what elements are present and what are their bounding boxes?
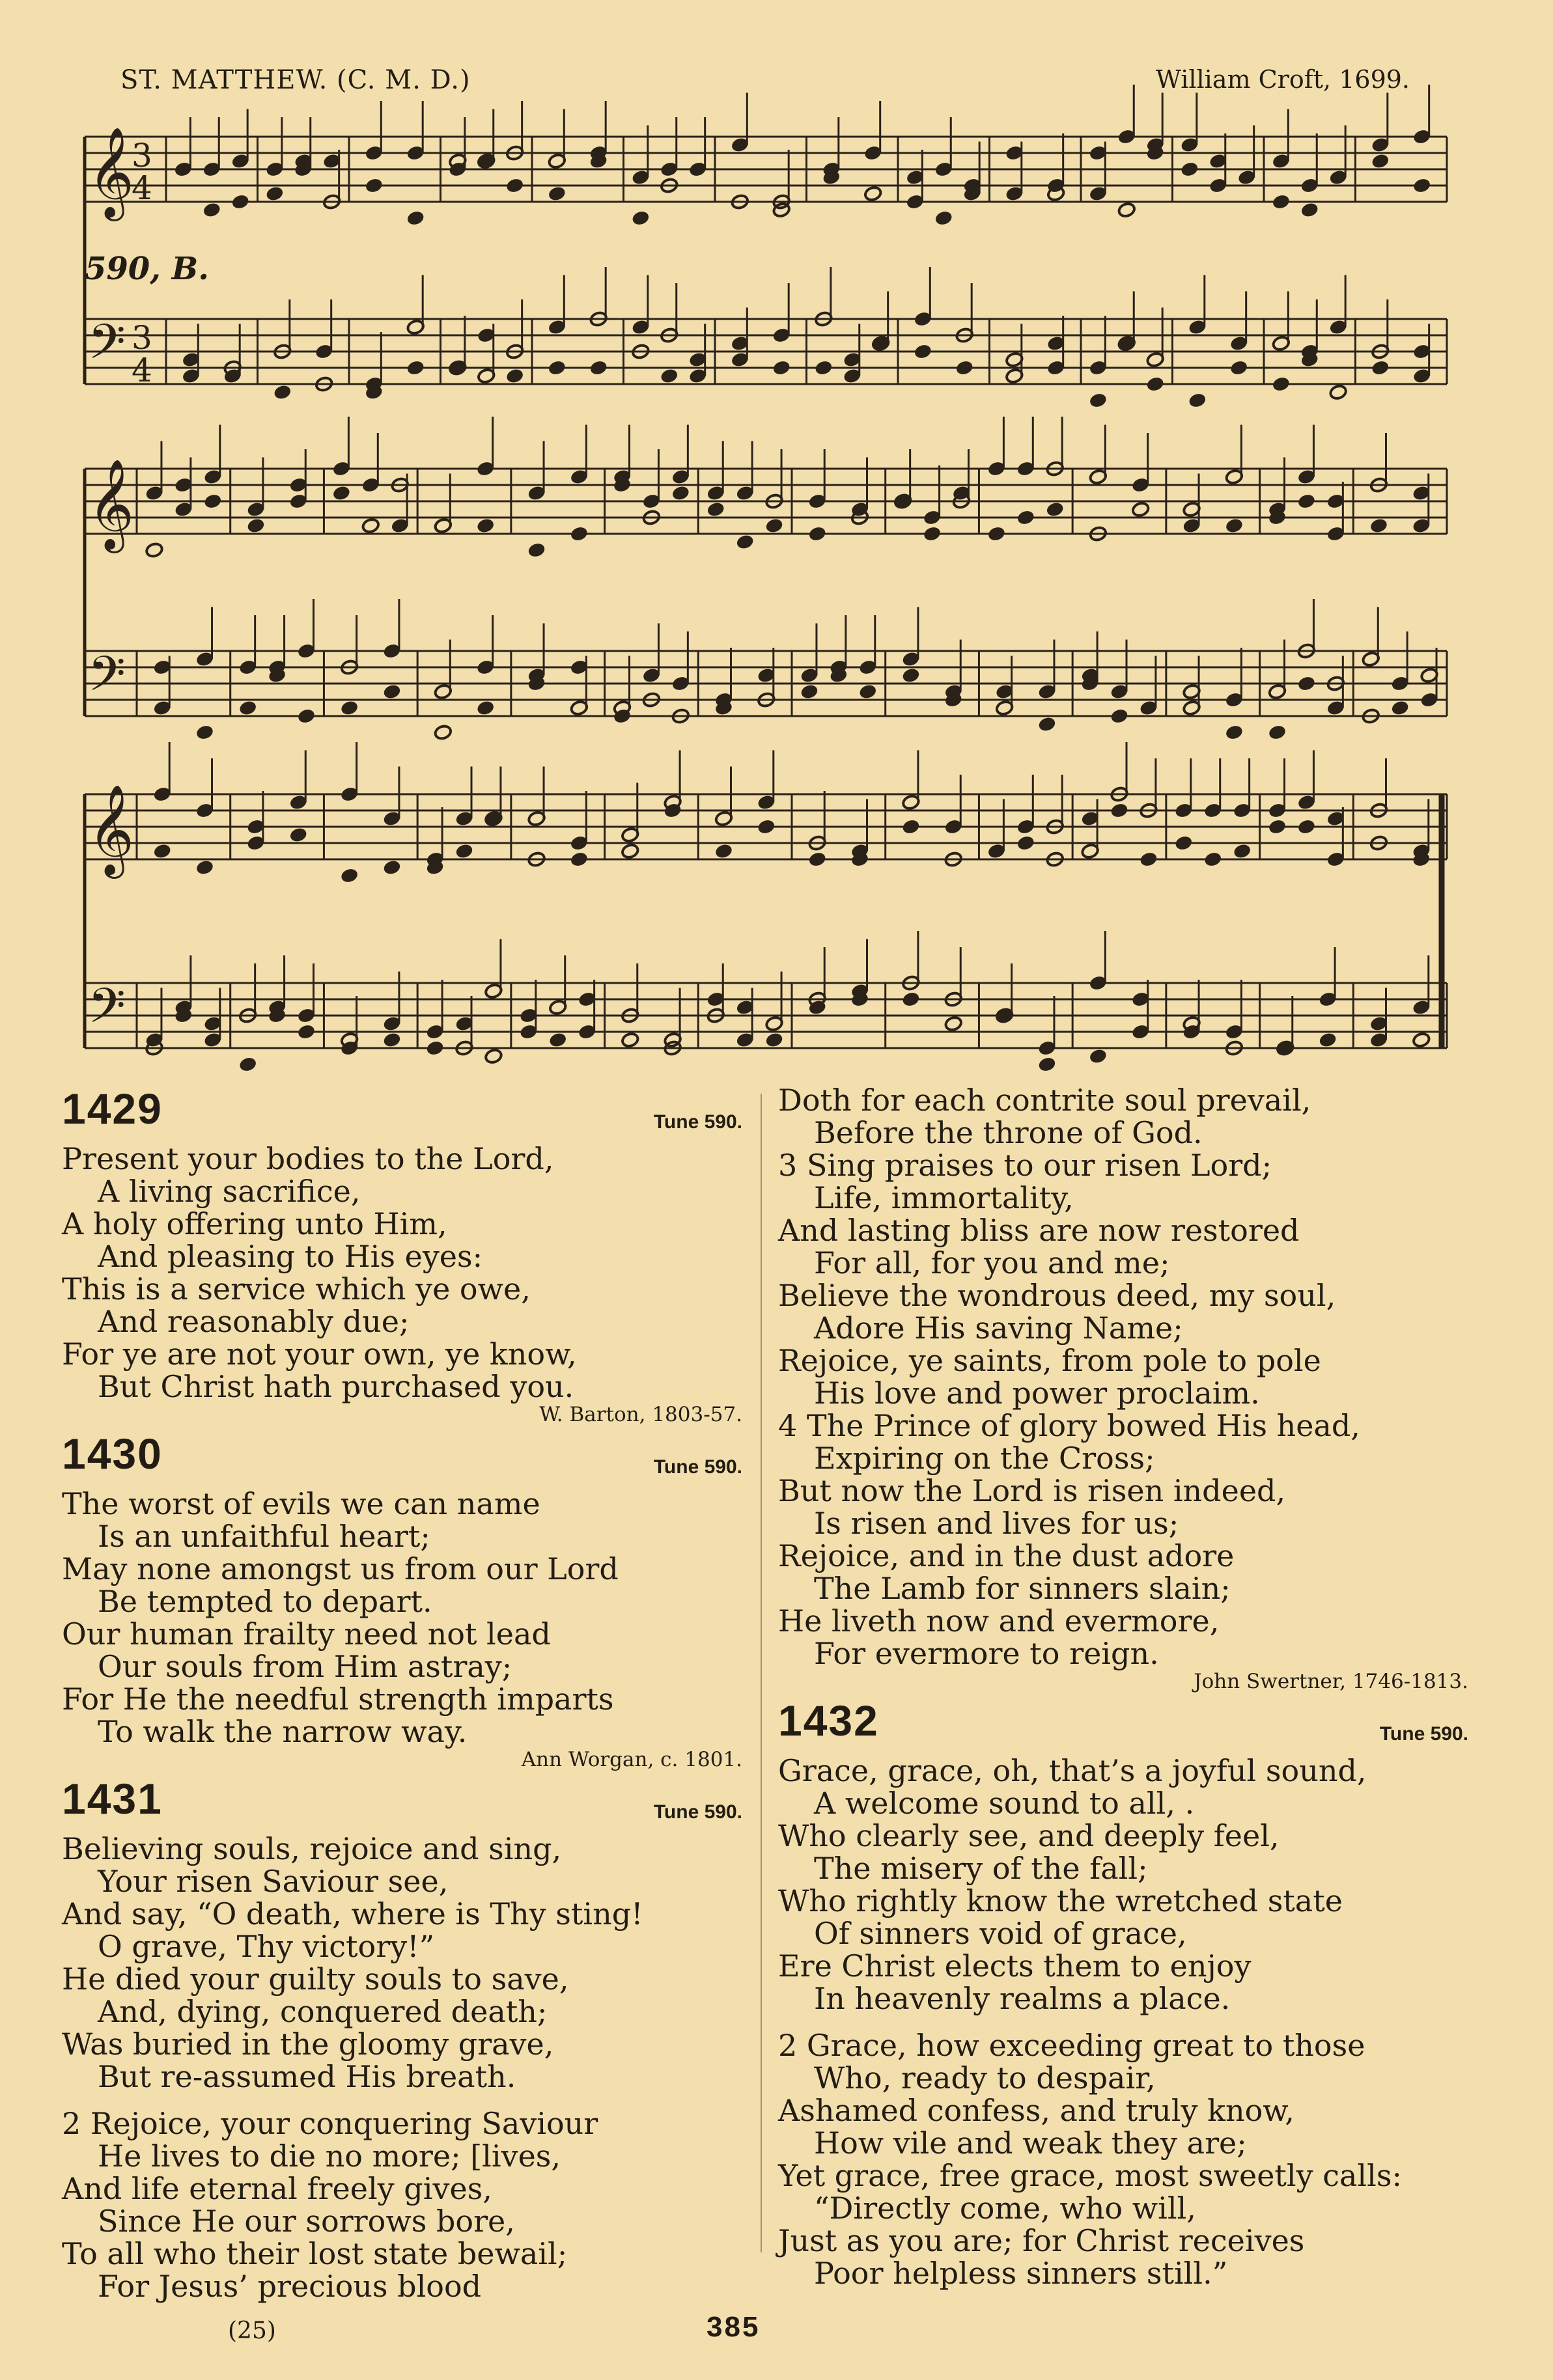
note-head (914, 343, 932, 359)
note-head (1174, 835, 1193, 851)
hymn-line: He died your guilty souls to save, (62, 1961, 569, 1997)
tune-number: 590, B. (85, 251, 209, 287)
page-number: 385 (707, 2311, 761, 2343)
hymn-line: Our human frailty need not lead (62, 1616, 551, 1652)
note-head (1369, 518, 1388, 534)
hymn-number: 1432 (778, 1696, 879, 1745)
hymn-number: 1430 (62, 1430, 163, 1478)
hymn-line: Since He our sorrows bore, (98, 2204, 515, 2239)
note-head (1131, 501, 1150, 518)
hymn-line: But Christ hath purchased you. (98, 1369, 574, 1404)
note-head (1203, 851, 1222, 867)
time-signature: 4 (132, 169, 152, 207)
note-head (736, 534, 755, 550)
note-head (714, 843, 733, 859)
note-head (505, 368, 524, 384)
note-head (1110, 708, 1129, 724)
time-signature: 4 (132, 352, 152, 389)
note-head (1233, 843, 1252, 859)
note-head (934, 210, 953, 226)
column-divider (761, 1094, 762, 2252)
hymn-line: A holy offering unto Him, (62, 1206, 447, 1241)
note-head (1371, 153, 1390, 169)
note-head (1188, 392, 1207, 408)
note-head (406, 210, 425, 226)
note-head (1297, 493, 1316, 509)
note-head (923, 525, 942, 542)
hymn-line: Your risen Saviour see, (98, 1864, 449, 1899)
hymn-line: Ashamed confess, and truly know, (778, 2093, 1294, 2128)
note-head (297, 1023, 316, 1040)
clefs (88, 127, 152, 1046)
hymn-line: Life, immortality, (814, 1180, 1074, 1215)
tune-name: ST. MATTHEW. (C. M. D.) (120, 65, 471, 95)
note-head (1016, 835, 1035, 851)
hymn-author: John Swertner, 1746-1813. (1194, 1670, 1468, 1693)
hymn-line: Ere Christ elects them to enjoy (778, 1948, 1252, 1984)
hymn-line: Before the throne of God. (814, 1115, 1203, 1150)
note-head (808, 851, 827, 867)
stanza-gap (62, 2093, 742, 2107)
hymn-line: Grace, grace, oh, that’s a joyful sound, (778, 1753, 1367, 1788)
hymn-line: He liveth now and evermore, (778, 1603, 1220, 1639)
hymn-line: Rejoice, ye saints, from pole to pole (778, 1343, 1321, 1378)
note-head (195, 724, 214, 740)
note-head (1319, 1032, 1337, 1048)
note-head (484, 1048, 503, 1064)
note-head (944, 1016, 963, 1032)
hymn-number: 1429 (62, 1085, 163, 1133)
note-head (1229, 359, 1248, 376)
note-head (1225, 518, 1244, 534)
hymn-line: “Directly come, who will, (814, 2191, 1196, 2226)
hymn-line: Believing souls, rejoice and sing, (62, 1831, 562, 1866)
hymn-header (62, 1084, 742, 1142)
hymn-line: 4 The Prince of glory bowed His head, (778, 1408, 1360, 1443)
note-head (434, 724, 453, 740)
note-head (1391, 700, 1410, 716)
hymn-line: Was buried in the gloomy grave, (62, 2027, 554, 2062)
hymn-line: Adore His saving Name; (814, 1310, 1183, 1346)
hymn-line: Yet grace, free grace, most sweetly calls: (778, 2158, 1402, 2193)
note-head (548, 1032, 567, 1048)
note-head (548, 359, 567, 376)
hymn-line: Who, ready to despair, (814, 2060, 1156, 2096)
note-head (1117, 202, 1136, 218)
note-head (332, 485, 351, 501)
note-head (1180, 161, 1199, 177)
stanza-gap (778, 2015, 1468, 2029)
hymn-line: In heavenly realms a place. (814, 1981, 1231, 2016)
note-head (1110, 802, 1129, 818)
note-head (1412, 1032, 1431, 1048)
hymn-line: Just as you are; for Christ receives (778, 2223, 1305, 2258)
note-head (247, 518, 266, 534)
right-column (778, 1084, 1468, 2290)
note-head (426, 1040, 445, 1056)
hymn-line: For all, for you and me; (814, 1245, 1170, 1280)
treble-clef: 𝄞 (88, 784, 134, 875)
note-head (289, 827, 308, 843)
hymn-author: W. Barton, 1803-57. (539, 1403, 742, 1426)
note-head (1046, 501, 1065, 518)
note-head (361, 518, 380, 534)
hymn-line: O grave, Thy victory!” (98, 1929, 435, 1964)
note-head (765, 518, 784, 534)
hymn-line: Be tempted to depart. (98, 1584, 432, 1619)
note-head (455, 843, 474, 859)
note-head (1225, 724, 1244, 740)
hymn-line: Who clearly see, and deeply feel, (778, 1818, 1280, 1853)
note-head (757, 818, 776, 835)
hymn-line: 2 Grace, how exceeding great to those (778, 2028, 1365, 2063)
note-head (1140, 851, 1158, 867)
note-head (863, 186, 882, 202)
hymn-line: May none amongst us from our Lord (62, 1551, 619, 1586)
hymn-line: And, dying, conquered death; (98, 1994, 548, 2029)
hymn-line: Rejoice, and in the dust adore (778, 1538, 1235, 1573)
hymn-line: Believe the wondrous deed, my soul, (778, 1278, 1336, 1313)
hymn-line: Expiring on the Cross; (814, 1441, 1155, 1476)
time-signature: 3 (132, 137, 152, 174)
note-head (621, 1032, 639, 1048)
time-signature: 3 (132, 319, 152, 357)
note-head (195, 859, 214, 876)
bass-clef: 𝄢 (88, 646, 126, 714)
hymn-header (62, 1429, 742, 1488)
hymn-tune-ref: Tune 590. (653, 1111, 742, 1133)
bass-clef: 𝄢 (88, 314, 126, 382)
hymn-tune-ref: Tune 590. (653, 1456, 742, 1478)
note-head (1268, 724, 1287, 740)
hymn-line: 2 Rejoice, your conquering Saviour (62, 2106, 598, 2141)
note-head (765, 1032, 784, 1048)
note-head (1268, 818, 1287, 835)
note-head (145, 542, 164, 558)
hymn-line: Is an unfaithful heart; (98, 1519, 430, 1554)
note-head (1300, 202, 1319, 218)
note-head (340, 867, 359, 883)
note-head (1146, 376, 1165, 392)
hymn-line: And pleasing to His eyes: (98, 1239, 483, 1274)
hymn-line: And say, “O death, where is Thy sting! (62, 1896, 643, 1931)
note-head (1016, 509, 1035, 525)
hymn-line: A welcome sound to all, . (814, 1786, 1195, 1821)
note-head (527, 542, 546, 558)
hymn-line: To walk the narrow way. (98, 1714, 468, 1749)
hymn-line: But re-assumed His breath. (98, 2059, 516, 2094)
hymn-line: The Lamb for sinners slain; (814, 1571, 1231, 1606)
note-head (671, 485, 690, 501)
hymn-line: 3 Sing praises to our risen Lord; (778, 1148, 1272, 1183)
hymn-line: Is risen and lives for us; (814, 1506, 1179, 1541)
note-head (814, 359, 833, 376)
note-head (1089, 1048, 1108, 1064)
music-score (0, 0, 1553, 1081)
hymn-line: For He the needful strength imparts (62, 1681, 614, 1717)
note-head (589, 359, 608, 376)
hymn-line: A living sacrifice, (98, 1174, 361, 1209)
hymn-line: Doth for each contrite soul prevail, (778, 1083, 1311, 1118)
note-head (1038, 1056, 1057, 1072)
note-head (203, 202, 221, 218)
hymn-author: Ann Worgan, c. 1801. (521, 1748, 742, 1771)
note-head (858, 684, 877, 700)
note-head (1038, 716, 1057, 732)
hymn-line: The worst of evils we can name (62, 1486, 540, 1521)
note-head (476, 518, 495, 534)
hymn-line: He lives to die no more; [lives, (98, 2138, 561, 2174)
note-head (902, 667, 921, 684)
note-head (808, 525, 827, 542)
note-head (383, 859, 402, 876)
note-head (631, 210, 650, 226)
bar-lines (85, 137, 1447, 1048)
note-head (297, 708, 316, 724)
note-head (383, 684, 402, 700)
note-head (955, 359, 974, 376)
hymn-line: And lasting bliss are now restored (778, 1213, 1300, 1248)
hymn-line: And reasonably due; (98, 1304, 410, 1339)
note-head (621, 843, 639, 859)
hymn-tune-ref: Tune 590. (653, 1801, 742, 1823)
note-head (548, 186, 567, 202)
note-head (800, 684, 819, 700)
note-head (1329, 384, 1348, 400)
hymn-line: For ye are not your own, ye know, (62, 1336, 577, 1372)
hymn-tune-ref: Tune 590. (1379, 1723, 1468, 1745)
note-head (987, 525, 1006, 542)
hymn-line: To all who their lost state bewail; (62, 2236, 568, 2271)
note-head (1371, 359, 1390, 376)
hymn-number: 1431 (62, 1775, 163, 1823)
note-head (660, 368, 679, 384)
hymn-line: Who rightly know the wretched state (778, 1883, 1343, 1918)
note-head (238, 700, 257, 716)
hymn-line: Poor helpless sinners still.” (814, 2256, 1228, 2291)
hymn-line: But now the Lord is risen indeed, (778, 1473, 1286, 1508)
hymn-line: Our souls from Him astray; (98, 1649, 512, 1684)
hymn-line: And life eternal freely gives, (62, 2171, 492, 2206)
left-column (62, 1084, 742, 2303)
note-head (570, 525, 589, 542)
note-head (203, 493, 222, 509)
note-head (1412, 177, 1431, 193)
note-head (265, 186, 284, 202)
note-head (365, 177, 384, 193)
hymn-line: For Jesus’ precious blood (98, 2269, 482, 2304)
note-head (1272, 376, 1291, 392)
note-head (383, 1032, 402, 1048)
note-head (476, 700, 495, 716)
hymn-header (62, 1774, 742, 1833)
note-head (1297, 675, 1316, 691)
note-head (273, 384, 292, 400)
hymn-line: This is a service which ye owe, (62, 1271, 531, 1307)
note-head (570, 851, 589, 867)
treble-clef: 𝄞 (88, 459, 134, 549)
bass-clef: 𝄢 (88, 978, 126, 1046)
note-head (1089, 392, 1108, 408)
note-head (1272, 193, 1291, 210)
note-head (772, 359, 791, 376)
note-head (505, 177, 524, 193)
treble-clef: 𝄞 (88, 127, 134, 217)
hymn-header (778, 1696, 1468, 1754)
note-head (707, 501, 725, 518)
hymn-line: Present your bodies to the Lord, (62, 1141, 554, 1176)
note-head (902, 991, 921, 1007)
hymn-line: For evermore to reign. (814, 1636, 1159, 1671)
tune-composer: William Croft, 1699. (1155, 65, 1410, 94)
note-heads (145, 85, 1439, 1073)
signature-mark: (25) (228, 2318, 276, 2344)
hymn-line: His love and power proclaim. (814, 1376, 1260, 1411)
note-head (434, 518, 453, 534)
note-head (902, 818, 921, 835)
note-head (1297, 818, 1316, 835)
note-head (340, 700, 359, 716)
hymn-line: The misery of the fall; (814, 1851, 1148, 1886)
hymn-line: How vile and weak they are; (814, 2125, 1247, 2161)
hymn-line: Of sinners void of grace, (814, 1916, 1187, 1951)
note-head (238, 1056, 257, 1072)
note-head (231, 193, 250, 210)
staff-lines (85, 137, 1447, 1048)
note-head (153, 843, 172, 859)
note-head (406, 359, 425, 376)
